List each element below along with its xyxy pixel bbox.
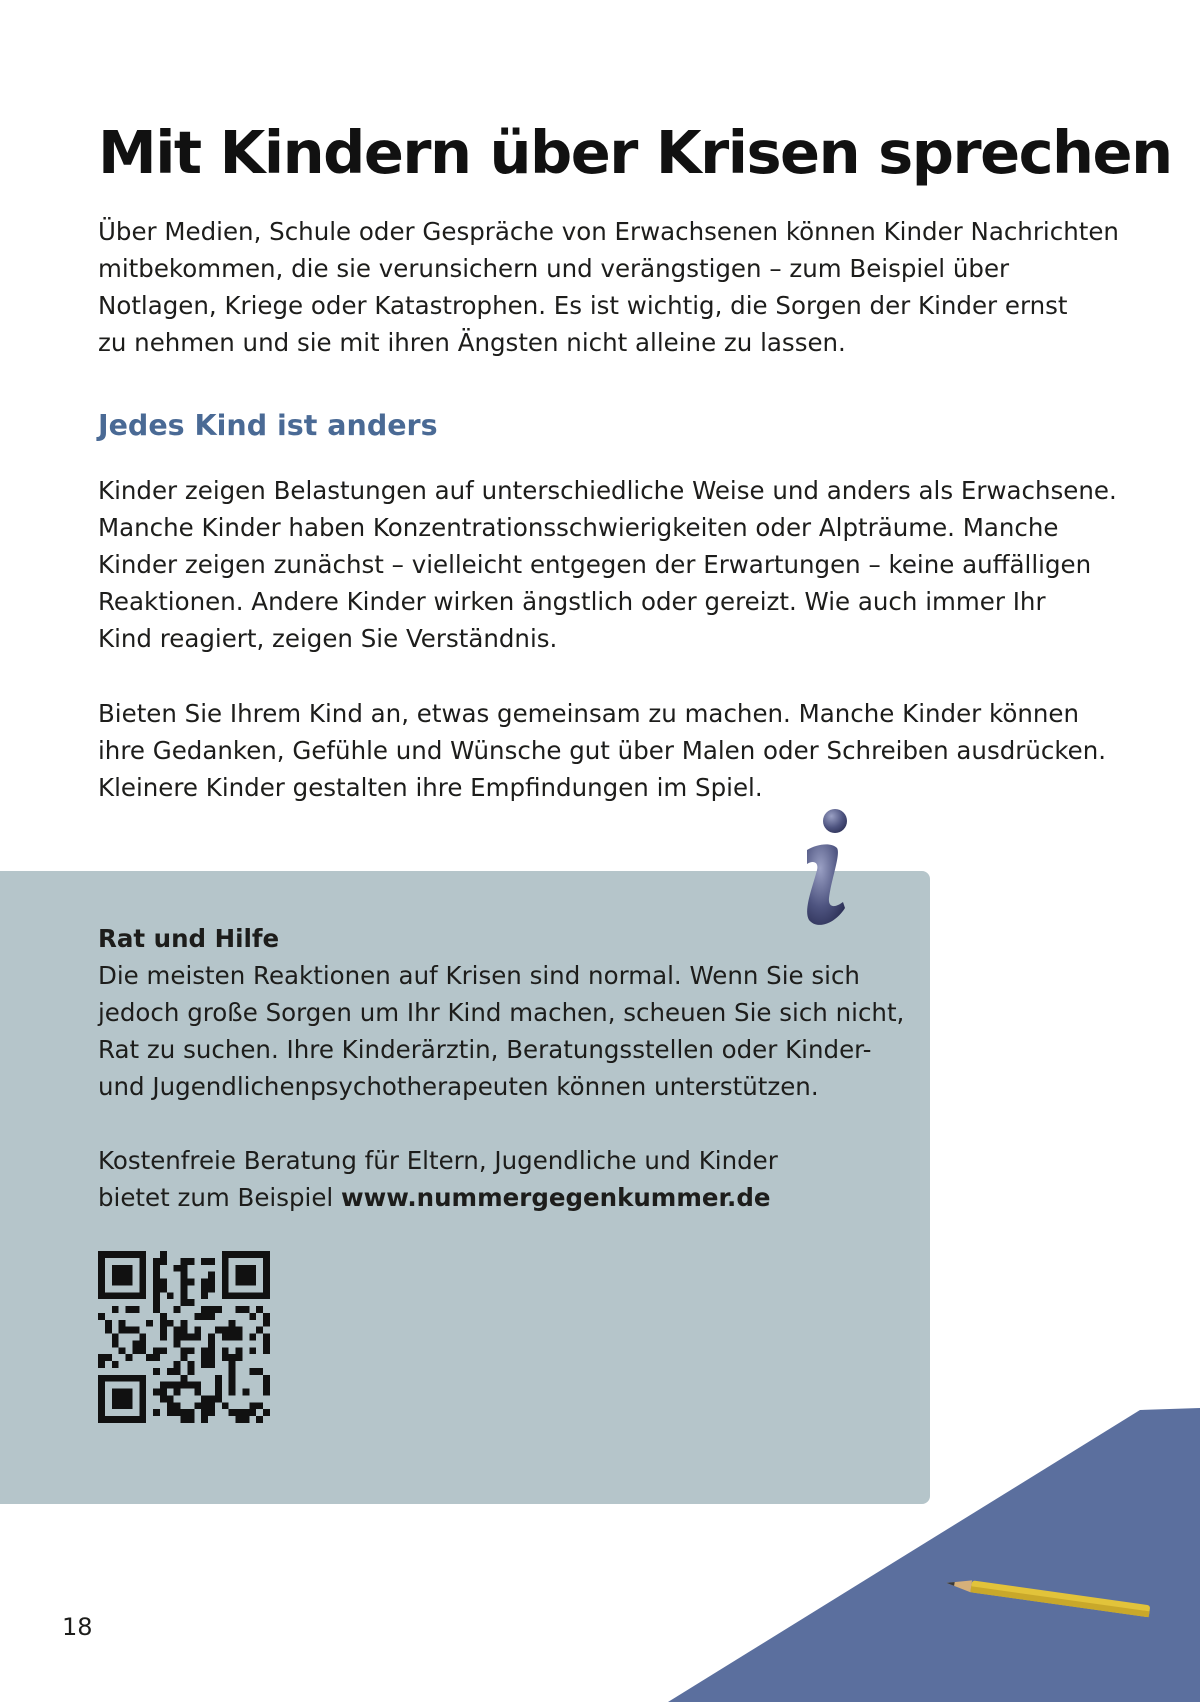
info-box-text <box>98 920 904 1105</box>
advice-line: Kostenfreie Beratung für Eltern, Jugendliche und Kinder <box>98 1146 778 1175</box>
section-paragraph-1 <box>98 472 1117 657</box>
qr-code[interactable] <box>98 1251 270 1423</box>
intro-line: mitbekommen, die sie verunsichern und verängstigen – zum Beispiel über <box>98 254 1010 283</box>
page-title: Mit Kindern über Krisen sprechen <box>98 118 1172 187</box>
helpline-link[interactable]: www.nummergegenkummer.de <box>341 1183 771 1212</box>
paragraph-line: ihre Gedanken, Gefühle und Wünsche gut über Malen oder Schreiben ausdrücken. <box>98 736 1107 765</box>
section-heading: Jedes Kind ist anders <box>98 409 438 442</box>
advice-text <box>98 1142 778 1216</box>
info-icon <box>795 808 855 930</box>
pencil-icon <box>946 1577 1151 1617</box>
paragraph-line: Kleinere Kinder gestalten ihre Empfindungen im Spiel. <box>98 773 763 802</box>
advice-prefix: bietet zum Beispiel <box>98 1183 342 1212</box>
intro-line: zu nehmen und sie mit ihren Ängsten nicht alleine zu lassen. <box>98 328 846 357</box>
info-box-line: und Jugendlichenpsychotherapeuten können unterstützen. <box>98 1072 819 1101</box>
info-box-line: jedoch große Sorgen um Ihr Kind machen, scheuen Sie sich nicht, <box>98 998 905 1027</box>
paragraph-line: Kind reagiert, zeigen Sie Verständnis. <box>98 624 558 653</box>
info-box-line: Rat zu suchen. Ihre Kinderärztin, Beratungsstellen oder Kinder- <box>98 1035 872 1064</box>
info-box-title: Rat und Hilfe <box>98 924 280 953</box>
paragraph-line: Bieten Sie Ihrem Kind an, etwas gemeinsam zu machen. Manche Kinder können <box>98 699 1080 728</box>
paragraph-line: Kinder zeigen zunächst – vielleicht entgegen der Erwartungen – keine auffälligen <box>98 550 1092 579</box>
intro-line: Notlagen, Kriege oder Katastrophen. Es ist wichtig, die Sorgen der Kinder ernst <box>98 291 1068 320</box>
paragraph-line: Kinder zeigen Belastungen auf unterschiedliche Weise und anders als Erwachsene. <box>98 476 1117 505</box>
page-number: 18 <box>62 1613 93 1641</box>
paragraph-line: Reaktionen. Andere Kinder wirken ängstlich oder gereizt. Wie auch immer Ihr <box>98 587 1046 616</box>
section-paragraph-2 <box>98 695 1106 806</box>
info-box-line: Die meisten Reaktionen auf Krisen sind normal. Wenn Sie sich <box>98 961 860 990</box>
advice-line <box>98 1179 778 1216</box>
paragraph-line: Manche Kinder haben Konzentrationsschwierigkeiten oder Alpträume. Manche <box>98 513 1059 542</box>
intro-line: Über Medien, Schule oder Gespräche von Erwachsenen können Kinder Nachrichten <box>98 217 1119 246</box>
intro-paragraph <box>98 213 1119 361</box>
